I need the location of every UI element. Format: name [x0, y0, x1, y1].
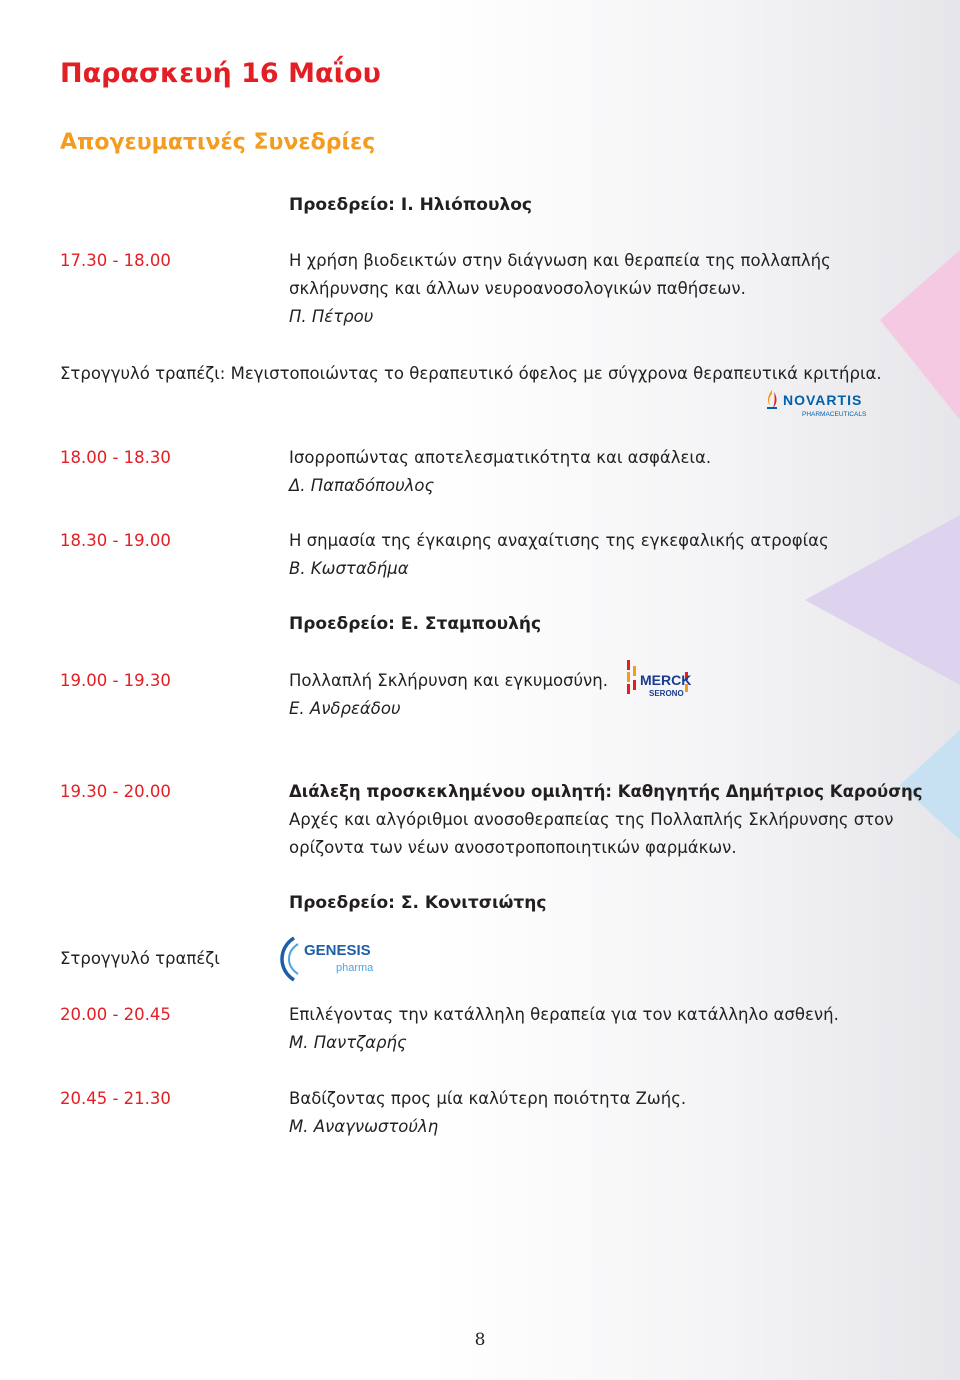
roundtable-title	[60, 364, 882, 383]
time-slot: 20.45 - 21.30	[60, 1089, 171, 1108]
roundtable-label: Στρογγυλό τραπέζι:	[60, 364, 226, 383]
speaker-name: Μ. Αναγνωστούλη	[289, 1117, 439, 1136]
speaker-name: Δ. Παπαδόπουλος	[289, 476, 435, 495]
time-slot: 19.00 - 19.30	[60, 671, 171, 690]
merck-wordmark: MERCK	[640, 672, 692, 688]
pink-triangle-decoration	[860, 250, 960, 420]
day-title: Παρασκευή 16 Μαΐου	[60, 58, 381, 89]
novartis-flame-icon	[765, 390, 779, 410]
speaker-name: Μ. Παντζαρής	[289, 1033, 407, 1052]
speaker-name: Ε. Ανδρεάδου	[289, 699, 401, 718]
section-title: Απογευματινές Συνεδρίες	[60, 130, 376, 155]
roundtable-label: Στρογγυλό τραπέζι	[60, 949, 220, 968]
lecture-title-line2: ορίζοντα των νέων ανοσοτροποποιητικών φαρμάκων.	[289, 838, 737, 857]
merck-serono-logo	[625, 658, 695, 706]
talk-title: Βαδίζοντας προς μία καλύτερη ποιότητα Ζωής.	[289, 1089, 687, 1108]
time-slot: 17.30 - 18.00	[60, 251, 171, 270]
talk-title-line2: σκλήρυνσης και άλλων νευροανοσολογικών παθήσεων.	[289, 279, 746, 298]
novartis-wordmark: NOVARTIS	[783, 392, 863, 408]
speaker-name: Π. Πέτρου	[289, 307, 374, 326]
novartis-logo	[765, 390, 875, 420]
talk-title-line1: Η χρήση βιοδεικτών στην διάγνωση και θεραπεία της πολλαπλής	[289, 251, 831, 270]
time-slot: 18.00 - 18.30	[60, 448, 171, 467]
page-number: 8	[474, 1330, 486, 1350]
lecture-title-line1: Αρχές και αλγόριθμοι ανοσοθεραπείας της Πολλαπλής Σκλήρυνσης στον	[289, 810, 894, 829]
talk-title: Ισορροπώντας αποτελεσματικότητα και ασφάλεια.	[289, 448, 712, 467]
chair-konitsiotis: Προεδρείο: Σ. Κονιτσιώτης	[289, 893, 547, 913]
lecture-heading: Διάλεξη προσκεκλημένου ομιλητή: Καθηγητής Δημήτριος Καρούσης	[289, 782, 923, 801]
chair-stamboulis: Προεδρείο: Ε. Σταμπουλής	[289, 614, 542, 634]
genesis-pharma-logo	[272, 934, 387, 984]
time-slot: 19.30 - 20.00	[60, 782, 171, 801]
chair-ilioupoulos: Προεδρείο: Ι. Ηλιόπουλος	[289, 195, 532, 215]
genesis-arc-icon	[272, 934, 300, 984]
genesis-wordmark: GENESIS	[304, 942, 371, 959]
pharma-subtext: pharma	[336, 962, 374, 974]
talk-title: Πολλαπλή Σκλήρυνση και εγκυμοσύνη.	[289, 671, 608, 690]
talk-title: Η σημασία της έγκαιρης αναχαίτισης της εγκεφαλικής ατροφίας	[289, 531, 829, 550]
time-slot: 18.30 - 19.00	[60, 531, 171, 550]
novartis-subtext: PHARMACEUTICALS	[802, 411, 867, 418]
serono-subtext: SERONO	[649, 689, 684, 698]
talk-title: Επιλέγοντας την κατάλληλη θεραπεία για τον κατάλληλο ασθενή.	[289, 1005, 839, 1024]
speaker-name: Β. Κωσταδήμα	[289, 559, 409, 578]
time-slot: 20.00 - 20.45	[60, 1005, 171, 1024]
roundtable-topic: Μεγιστοποιώντας το θεραπευτικό όφελος με σύγχρονα θεραπευτικά κριτήρια.	[225, 364, 882, 383]
